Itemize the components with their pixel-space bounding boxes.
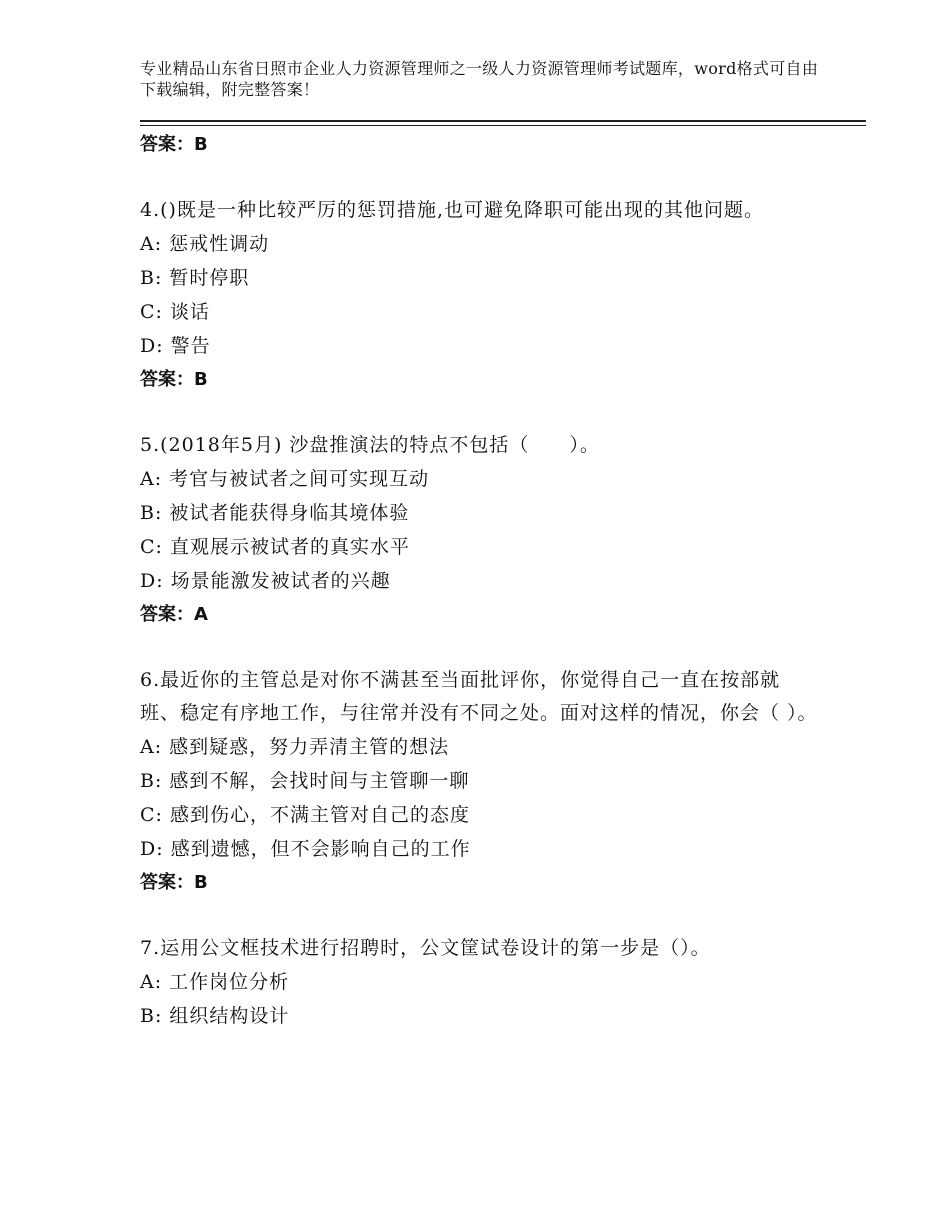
question-stem: 5.(2018年5月) 沙盘推演法的特点不包括（ ）。 — [140, 434, 600, 456]
option-b: B: 暂时停职 — [140, 267, 250, 289]
answer-line: 答案：B — [140, 134, 208, 155]
answer-line: 答案：A — [140, 604, 208, 625]
option-d: D: 场景能激发被试者的兴趣 — [140, 570, 391, 592]
document-header: 专业精品山东省日照市企业人力资源管理师之一级人力资源管理师考试题库，word格式可自由下载编辑，附完整答案！ — [140, 59, 819, 99]
option-b: B: 感到不解，会找时间与主管聊一聊 — [140, 770, 470, 792]
question-4 — [140, 194, 820, 397]
option-a: A: 考官与被试者之间可实现互动 — [140, 468, 430, 490]
option-c: C: 直观展示被试者的真实水平 — [140, 536, 410, 558]
option-c: C: 感到伤心，不满主管对自己的态度 — [140, 804, 470, 826]
question-stem: 6.最近你的主管总是对你不满甚至当面批评你，你觉得自己一直在按部就班、稳定有序地工作，与往常并没有不同之处。面对这样的情况，你会（ ）。 — [140, 669, 818, 724]
header-rule-thin — [140, 125, 866, 126]
answer-line: 答案：B — [140, 872, 208, 893]
question-stem: 4.()既是一种比较严厉的惩罚措施,也可避免降职可能出现的其他问题。 — [140, 199, 764, 221]
question-5 — [140, 429, 820, 632]
option-a: A: 惩戒性调动 — [140, 233, 270, 255]
question-stem: 7.运用公文框技术进行招聘时，公文筐试卷设计的第一步是（）。 — [140, 937, 711, 959]
option-d: D: 感到遗憾，但不会影响自己的工作 — [140, 838, 471, 860]
question-7 — [140, 932, 820, 1033]
answer-line: 答案：B — [140, 369, 208, 390]
header-rule-thick — [140, 120, 866, 122]
option-d: D: 警告 — [140, 335, 211, 357]
option-b: B: 组织结构设计 — [140, 1005, 290, 1027]
option-b: B: 被试者能获得身临其境体验 — [140, 502, 410, 524]
option-c: C: 谈话 — [140, 301, 210, 323]
question-list — [140, 128, 820, 1033]
option-a: A: 工作岗位分析 — [140, 971, 290, 993]
option-a: A: 感到疑惑，努力弄清主管的想法 — [140, 736, 450, 758]
question-6 — [140, 664, 820, 900]
